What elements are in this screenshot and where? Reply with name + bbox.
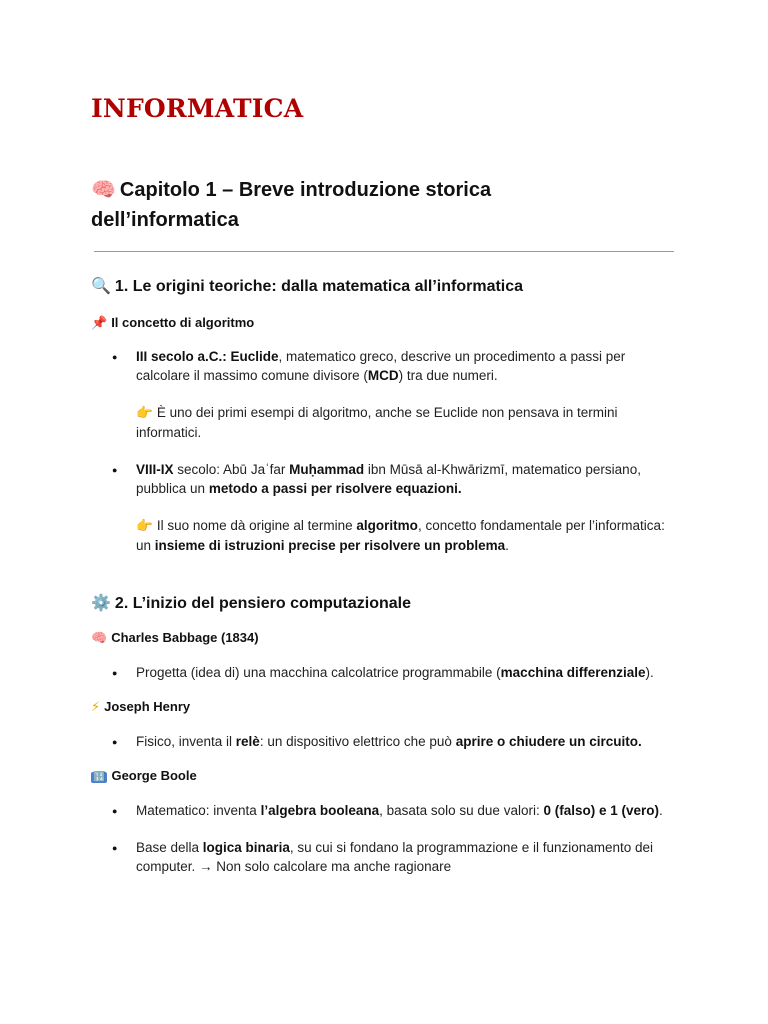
henry-item: Fisico, inventa il relè: un dispositivo elettrico che può aprire o chiudere un circuito. <box>136 734 642 749</box>
section-1-heading <box>91 276 523 296</box>
euclide-item: III secolo a.C.: Euclide, matematico greco, descrive un procedimento a passi per calcolare il massimo comune divisore (MCD) tra due numeri. <box>136 349 626 383</box>
section-2-heading-text: 2. L’inizio del pensiero computazionale <box>114 595 411 612</box>
boole-item-2: Base della logica binaria, su cui si fondano la programmazione e il funzionamento dei computer. → Non solo calcolare ma anche ragionare <box>136 840 654 874</box>
algorithm-note: 👉 Il suo nome dà origine al termine algoritmo, concetto fondamentale per l’informatica: un insieme di istruzioni precise per risolvere un problema. <box>136 518 665 553</box>
brain-icon: 🧠 <box>91 177 116 201</box>
bullet-icon: ● <box>112 668 118 678</box>
bullet-icon: ● <box>112 352 118 362</box>
algorithm-subheading <box>91 315 254 331</box>
brain-icon: 🧠 <box>91 631 108 646</box>
numbers-icon: 🔢 <box>93 772 106 783</box>
horizontal-divider <box>94 251 674 252</box>
lightning-icon: ⚡ <box>91 700 101 715</box>
algorithm-subheading-text: Il concetto di algoritmo <box>111 315 255 330</box>
pointing-hand-icon: 👉 <box>136 518 153 534</box>
khwarizmi-item: VIII-IX secolo: Abū Jaʿfar Muḥammad ibn Mūsā al-Khwārizmī, matematico persiano, pubblica un metodo a passi per risolvere equazioni. <box>136 462 641 496</box>
henry-subheading: ⚡ Joseph Henry <box>91 699 191 715</box>
babbage-subheading: 🧠 Charles Babbage (1834) <box>91 630 259 646</box>
pointing-hand-icon: 👉 <box>136 405 153 421</box>
document-title: INFORMATICA <box>91 94 304 123</box>
boole-subheading: 🔢 George Boole <box>93 768 197 783</box>
bullet-icon: ● <box>112 737 118 747</box>
bullet-icon: ● <box>112 465 118 475</box>
section-2-heading <box>91 593 411 613</box>
gear-icon: ⚙️ <box>91 593 111 612</box>
chapter-heading-text: Capitolo 1 – Breve introduzione storica dell’informatica <box>91 179 492 231</box>
bullet-icon: ● <box>112 806 118 816</box>
bullet-icon: ● <box>112 843 118 853</box>
section-1-heading-text: 1. Le origini teoriche: dalla matematica all’informatica <box>114 278 524 295</box>
pushpin-icon: 📌 <box>91 316 108 331</box>
babbage-item: Progetta (idea di) una macchina calcolatrice programmabile (macchina differenziale). <box>136 665 654 680</box>
chapter-heading <box>91 174 561 235</box>
boole-item-1: Matematico: inventa l’algebra booleana, basata solo su due valori: 0 (falso) e 1 (vero). <box>136 803 663 818</box>
magnifier-icon: 🔍 <box>91 276 111 295</box>
euclide-note: 👉 È uno dei primi esempi di algoritmo, anche se Euclide non pensava in termini informatici. <box>136 405 618 440</box>
